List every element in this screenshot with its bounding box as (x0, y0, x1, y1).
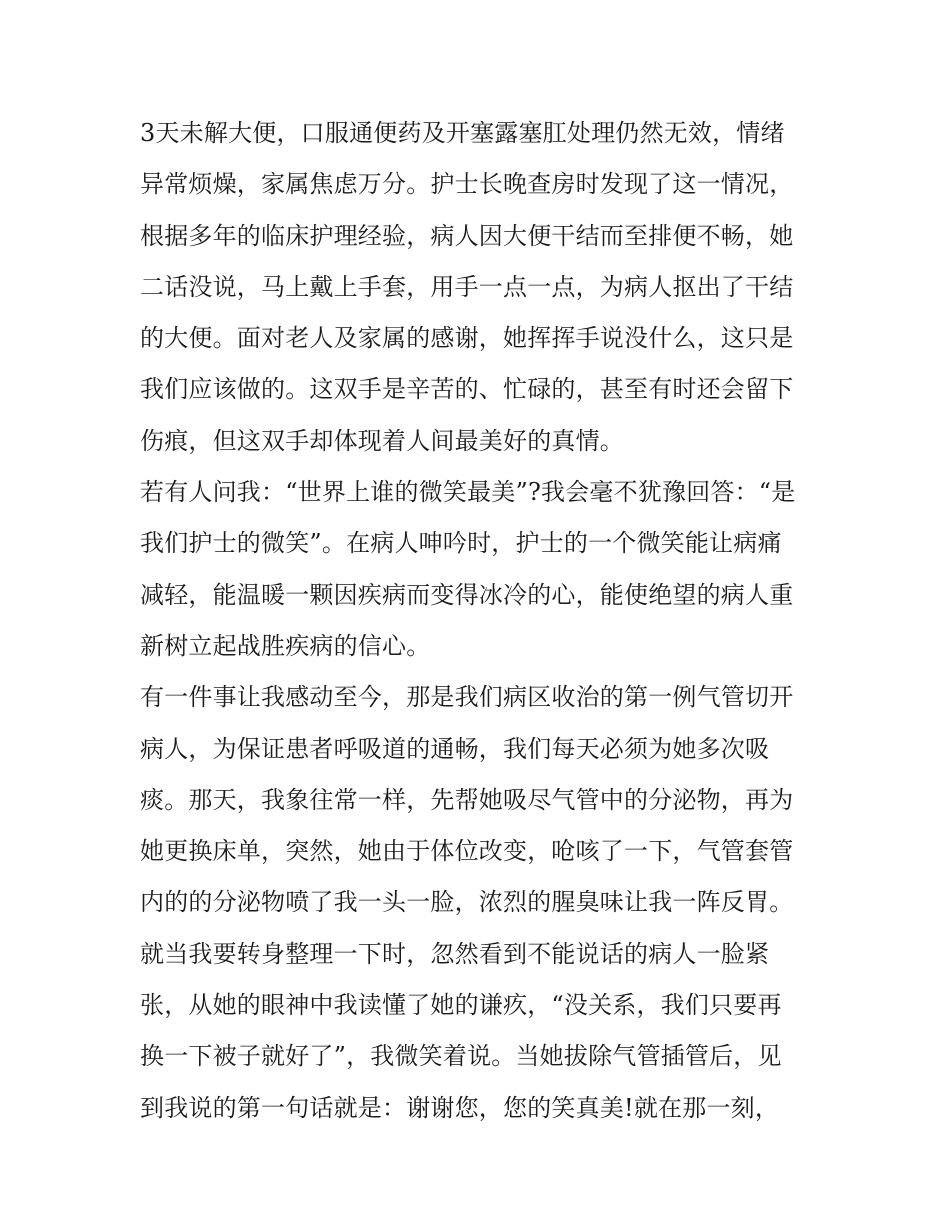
text-line: 有一件事让我感动至今，那是我们病区收治的第一例气管切开 (140, 683, 794, 712)
text-line: 病人，为保证患者呼吸道的通畅，我们每天必须为她多次吸 (140, 734, 770, 763)
text-line: 伤痕，但这双手却体现着人间最美好的真情。 (140, 426, 624, 455)
text-line: 的大便。面对老人及家属的感谢，她挥挥手说没什么，这只是 (140, 324, 794, 353)
text-line: 就当我要转身整理一下时，忽然看到不能说话的病人一脸紧 (140, 939, 770, 968)
text-line: 我们护士的微笑”。在病人呻吟时，护士的一个微笑能让病痛 (140, 529, 782, 558)
text-line: 二话没说，马上戴上手套，用手一点一点，为病人抠出了干结 (140, 272, 794, 301)
body-text (140, 108, 820, 1134)
text-line: 张，从她的眼神中我读懂了她的谦疚，“没关系，我们只要再 (140, 991, 782, 1020)
text-line: 内的的分泌物喷了我一头一脸，浓烈的腥臭味让我一阵反胃。 (140, 888, 794, 917)
text-line: 减轻，能温暖一颗因疾病而变得冰冷的心，能使绝望的病人重 (140, 580, 794, 609)
text-line: 新树立起战胜疾病的信心。 (140, 631, 431, 660)
text-line: 我们应该做的。这双手是辛苦的、忙碌的，甚至有时还会留下 (140, 375, 794, 404)
text-line: 痰。那天，我象往常一样，先帮她吸尽气管中的分泌物，再为 (140, 785, 794, 814)
text-line: 换一下被子就好了”，我微笑着说。当她拔除气管插管后，见 (140, 1042, 782, 1071)
text-line: 她更换床单，突然，她由于体位改变，呛咳了一下，气管套管 (140, 837, 794, 866)
text-line: 根据多年的临床护理经验，病人因大便干结而至排便不畅，她 (140, 221, 794, 250)
text-line: 到我说的第一句话就是：谢谢您，您的笑真美!就在那一刻， (140, 1093, 780, 1122)
text-line: 若有人问我：“世界上谁的微笑最美”?我会毫不犹豫回答：“是 (140, 478, 796, 507)
text-line: 异常烦燥，家属焦虑万分。护士长晚查房时发现了这一情况， (140, 170, 794, 199)
text-line: 3天未解大便，口服通便药及开塞露塞肛处理仍然无效，情绪 (140, 119, 785, 147)
